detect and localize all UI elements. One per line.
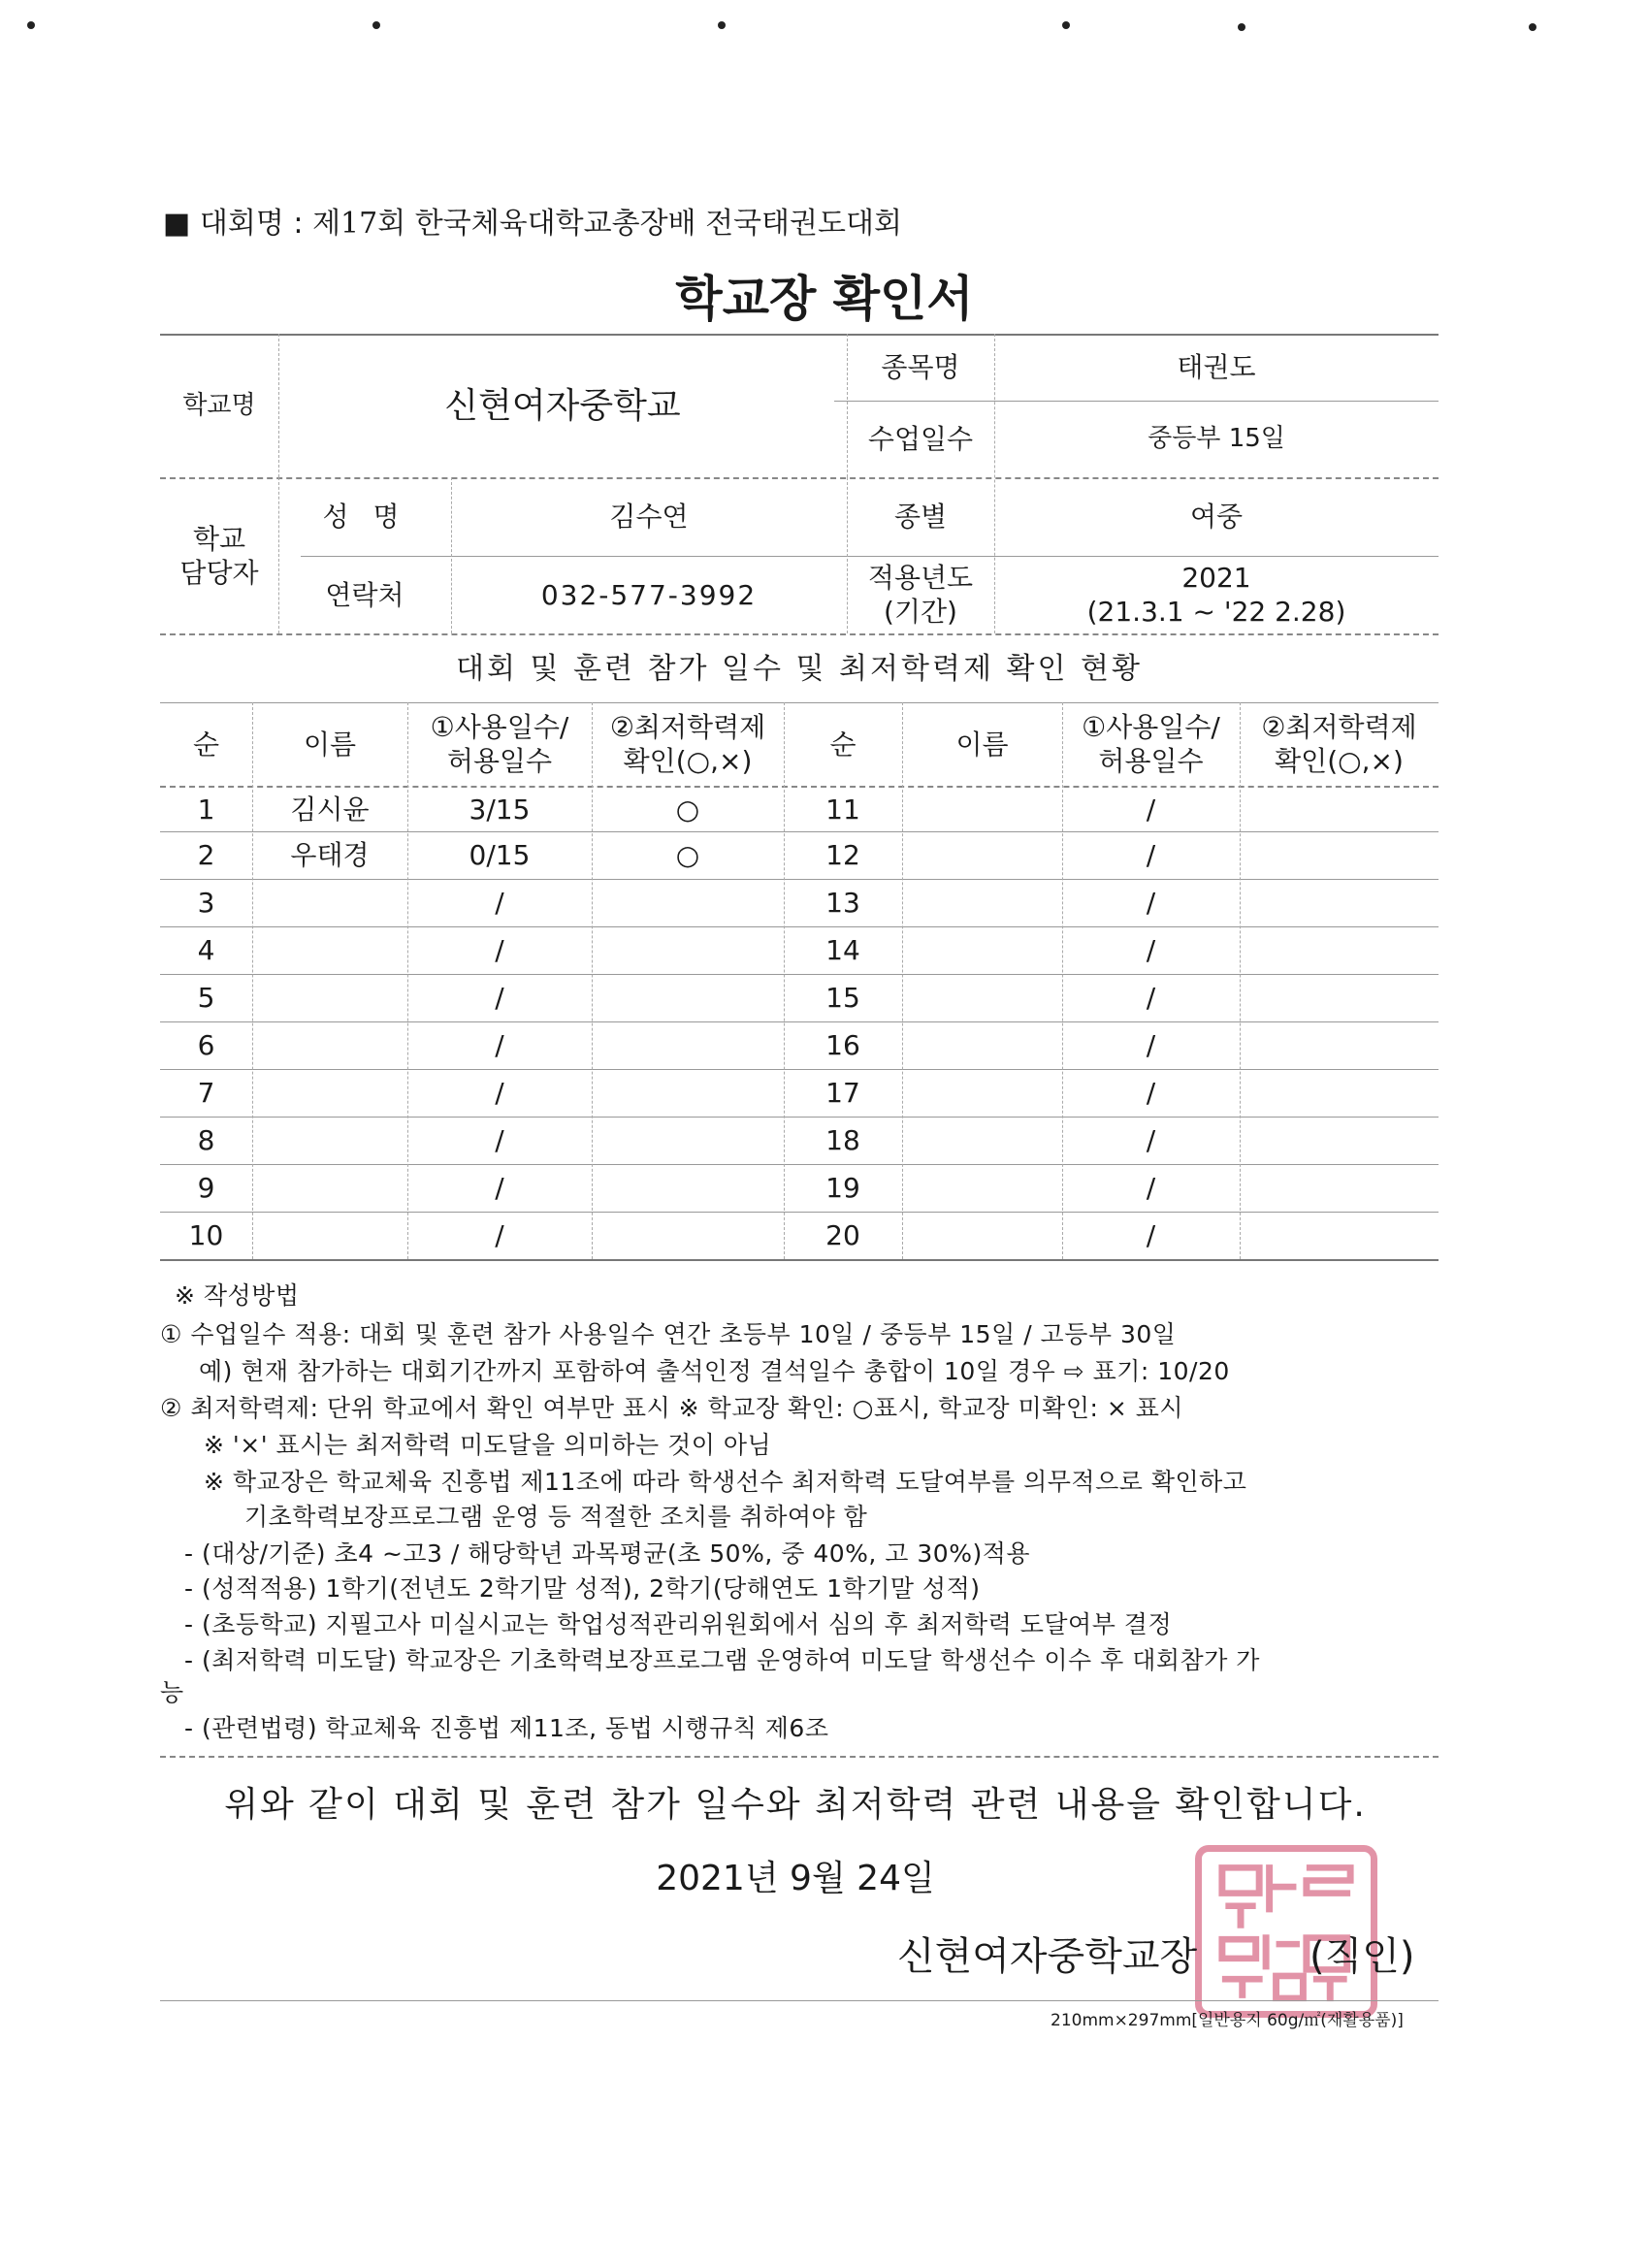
col-header-check <box>592 702 784 786</box>
col-header-days <box>407 702 592 786</box>
contact-group-label-line: 학교 <box>192 522 246 555</box>
row-check <box>592 1021 784 1069</box>
row-check <box>1240 879 1439 926</box>
col-header-check <box>1240 702 1439 786</box>
row-no: 9 <box>197 1172 215 1204</box>
row-name <box>902 1117 1062 1164</box>
row-check <box>1240 1069 1439 1117</box>
row-no: 18 <box>825 1124 860 1156</box>
row-days: / <box>1146 1077 1156 1109</box>
row-no: 19 <box>825 1172 860 1204</box>
row-no: 1 <box>197 794 215 826</box>
row-name <box>902 974 1062 1021</box>
row-check <box>1240 786 1439 833</box>
col-header-days <box>1062 702 1240 786</box>
table-row <box>160 974 1439 1021</box>
row-check: ○ <box>675 839 700 871</box>
phone-value: 032-577-3992 <box>540 578 758 611</box>
instruction-line: ※ '×' 표시는 최저학력 미도달을 의미하는 것이 아님 <box>204 1431 772 1459</box>
rule <box>160 1259 1439 1261</box>
row-name <box>252 879 407 926</box>
period-value: (21.3.1 ~ '22 2.28) <box>1086 596 1346 628</box>
table-row <box>160 1212 1439 1259</box>
row-days: / <box>1146 887 1156 919</box>
row-name <box>902 926 1062 974</box>
table-row <box>160 1164 1439 1212</box>
table-row <box>160 1069 1439 1117</box>
row-days: / <box>1146 1124 1156 1156</box>
class-days-label: 수업일수 <box>867 423 974 455</box>
row-name <box>252 1212 407 1259</box>
row-name <box>252 926 407 974</box>
year-value <box>994 556 1439 633</box>
row-days: / <box>1146 794 1156 826</box>
row-check <box>1240 831 1439 879</box>
school-label: 학교명 <box>182 390 256 420</box>
row-no: 14 <box>825 934 860 966</box>
row-no: 20 <box>825 1219 860 1251</box>
hole-punch-dot <box>1062 21 1070 29</box>
instruction-line: 예) 현재 참가하는 대회기간까지 포함하여 출석인정 결석일수 총합이 10일 경우 ⇨ 표기: 10/20 <box>199 1357 1230 1385</box>
row-no: 15 <box>825 982 860 1014</box>
competition-name: 제17회 한국체육대학교총장배 전국태권도대회 <box>312 207 902 241</box>
document-title: 학교장 확인서 <box>675 271 974 327</box>
colon: : <box>293 207 304 241</box>
instruction-line: 능 <box>160 1678 184 1706</box>
row-check <box>1240 1212 1439 1259</box>
table-row <box>160 831 1439 879</box>
row-no: 8 <box>197 1124 215 1156</box>
row-check <box>592 879 784 926</box>
row-name <box>902 1069 1062 1117</box>
col-header-name: 이름 <box>303 728 357 761</box>
row-check <box>592 1117 784 1164</box>
row-name <box>902 831 1062 879</box>
contact-group-label <box>160 477 278 633</box>
instruction-line: ② 최저학력제: 단위 학교에서 확인 여부만 표시 ※ 학교장 확인: ○표시, 학교장 미확인: × 표시 <box>160 1394 1184 1422</box>
row-check <box>1240 1021 1439 1069</box>
col-header-days-line: ①사용일수/ <box>430 711 569 743</box>
row-days: / <box>1146 1219 1156 1251</box>
row-no: 6 <box>197 1029 215 1061</box>
row-check <box>592 926 784 974</box>
row-days: / <box>1146 934 1156 966</box>
row-days: / <box>495 1077 504 1109</box>
row-name: 김시윤 <box>290 794 370 826</box>
competition-line <box>163 199 902 242</box>
row-check <box>592 1164 784 1212</box>
row-days: / <box>495 1219 504 1251</box>
instruction-line: ① 수업일수 적용: 대회 및 훈련 참가 사용일수 연간 초등부 10일 / 중등부 15일 / 고등부 30일 <box>160 1320 1177 1348</box>
instruction-line: - (최저학력 미도달) 학교장은 기초학력보장프로그램 운영하여 미도달 학생선수 이수 후 대회참가 가 <box>184 1646 1260 1674</box>
instruction-line: ※ 학교장은 학교체육 진흥법 제11조에 따라 학생선수 최저학력 도달여부를 의무적으로 확인하고 <box>204 1468 1247 1496</box>
instructions-heading: ※ 작성방법 <box>175 1281 300 1310</box>
row-days: 0/15 <box>469 839 531 871</box>
col-header-no: 순 <box>829 728 857 761</box>
col-header-days-line: 허용일수 <box>446 745 553 777</box>
year-label <box>847 556 994 633</box>
row-name <box>902 1021 1062 1069</box>
row-days: / <box>1146 1172 1156 1204</box>
row-name <box>252 1069 407 1117</box>
row-no: 2 <box>197 839 215 871</box>
name-label: 성 명 <box>322 501 407 533</box>
instruction-line: - (대상/기준) 초4 ~고3 / 해당학년 과목평균(초 50%, 중 40%, 고 30%)적용 <box>184 1539 1030 1568</box>
row-name <box>252 1164 407 1212</box>
rule <box>160 1756 1439 1758</box>
category-value: 여중 <box>1189 501 1244 533</box>
row-no: 12 <box>825 839 860 871</box>
row-check <box>1240 926 1439 974</box>
contact-name: 김수연 <box>609 501 689 533</box>
issue-date: 2021년 9월 24일 <box>656 1859 935 1898</box>
signer-name: 신현여자중학교장 <box>897 1934 1198 1979</box>
row-days: / <box>495 887 504 919</box>
row-no: 4 <box>197 934 215 966</box>
row-no: 17 <box>825 1077 860 1109</box>
col-header-check-line: ②최저학력제 <box>609 711 766 743</box>
row-no: 5 <box>197 982 215 1014</box>
table-row <box>160 926 1439 974</box>
col-header-no: 순 <box>192 728 220 761</box>
row-days: / <box>495 982 504 1014</box>
row-no: 16 <box>825 1029 860 1061</box>
seal-note: (직인) <box>1310 1934 1415 1979</box>
row-check <box>592 974 784 1021</box>
row-name <box>252 974 407 1021</box>
row-name <box>902 1164 1062 1212</box>
row-days: / <box>1146 1029 1156 1061</box>
hole-punch-dot <box>1238 23 1245 31</box>
table-row <box>160 786 1439 833</box>
row-days: / <box>495 1029 504 1061</box>
year-label-line: 적용년도 <box>867 562 974 594</box>
col-header-days-line: ①사용일수/ <box>1082 711 1220 743</box>
row-check <box>1240 974 1439 1021</box>
sport-value: 태권도 <box>1177 351 1256 383</box>
col-header-name: 이름 <box>955 728 1009 761</box>
row-check: ○ <box>675 794 700 826</box>
row-check <box>1240 1164 1439 1212</box>
row-name <box>902 879 1062 926</box>
contact-group-label-line: 담당자 <box>179 556 259 589</box>
row-no: 3 <box>197 887 215 919</box>
class-days-value: 중등부 15일 <box>1148 424 1285 454</box>
rule <box>160 2000 1439 2001</box>
paper-spec: 210mm×297mm[일반용지 60g/㎡(재활용품)] <box>1051 2011 1404 2030</box>
row-check <box>592 1069 784 1117</box>
row-days: / <box>1146 982 1156 1014</box>
competition-label: 대회명 <box>199 207 284 241</box>
confirmation-statement: 위와 같이 대회 및 훈련 참가 일수와 최저학력 관련 내용을 확인합니다. <box>224 1785 1367 1825</box>
row-days: / <box>495 1172 504 1204</box>
row-days: / <box>495 934 504 966</box>
row-name: 우태경 <box>290 839 370 871</box>
col-header-days-line: 허용일수 <box>1098 745 1204 777</box>
col-header-check-line: 확인(○,×) <box>1275 745 1404 777</box>
row-check <box>592 1212 784 1259</box>
year-number: 2021 <box>1181 562 1251 594</box>
table-row <box>160 879 1439 926</box>
year-label-line: (기간) <box>884 596 957 628</box>
row-name <box>902 786 1062 833</box>
instruction-line: - (초등학교) 지필고사 미실시교는 학업성적관리위원회에서 심의 후 최저학력 도달여부 결정 <box>184 1610 1173 1638</box>
row-name <box>902 1212 1062 1259</box>
row-days: / <box>1146 839 1156 871</box>
row-no: 11 <box>825 794 860 826</box>
hole-punch-dot <box>372 21 380 29</box>
hole-punch-dot <box>1529 23 1536 31</box>
row-name <box>252 1021 407 1069</box>
row-check <box>1240 1117 1439 1164</box>
row-days: 3/15 <box>469 794 531 826</box>
row-no: 13 <box>825 887 860 919</box>
square-bullet-icon: ■ <box>163 207 191 241</box>
category-label: 종별 <box>893 501 948 533</box>
col-header-check-line: 확인(○,×) <box>623 745 753 777</box>
hole-punch-dot <box>27 21 35 29</box>
school-name: 신현여자중학교 <box>444 385 681 426</box>
instruction-line: 기초학력보장프로그램 운영 등 적절한 조치를 취하여야 함 <box>244 1503 868 1531</box>
instruction-line: - (성적적용) 1학기(전년도 2학기말 성적), 2학기(당해연도 1학기말 성적) <box>184 1574 981 1603</box>
table-row <box>160 1021 1439 1069</box>
row-no: 7 <box>197 1077 215 1109</box>
hole-punch-dot <box>718 21 726 29</box>
rule <box>160 633 1439 635</box>
table-section-title: 대회 및 훈련 참가 일수 및 최저학력제 확인 현황 <box>456 652 1143 687</box>
phone-label: 연락처 <box>325 578 404 611</box>
instruction-line: - (관련법령) 학교체육 진흥법 제11조, 동법 시행규칙 제6조 <box>184 1714 829 1742</box>
table-row <box>160 1117 1439 1164</box>
row-name <box>252 1117 407 1164</box>
row-no: 10 <box>188 1219 224 1251</box>
row-days: / <box>495 1124 504 1156</box>
col-header-check-line: ②최저학력제 <box>1261 711 1417 743</box>
sport-label: 종목명 <box>881 351 960 383</box>
